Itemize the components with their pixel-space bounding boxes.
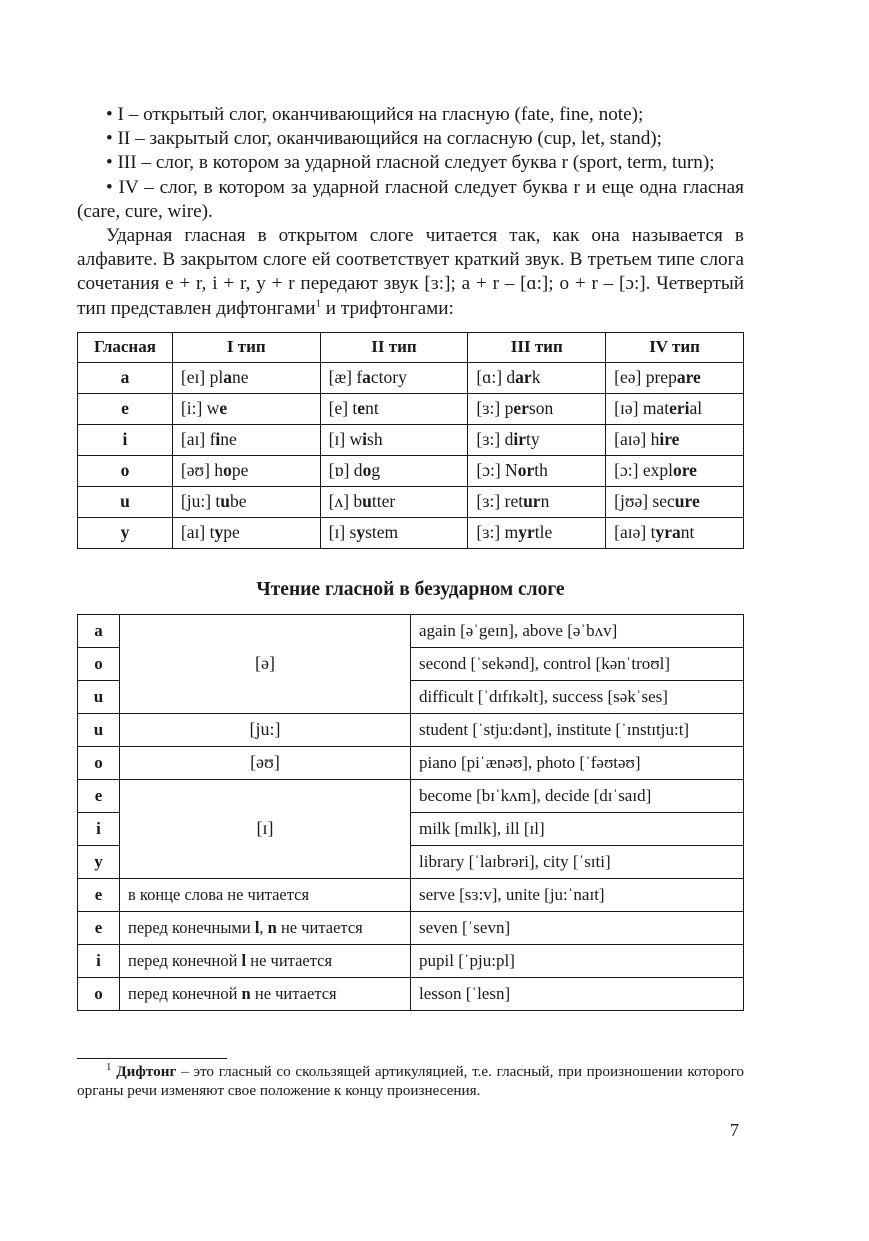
example-cell: difficult [ˈdɪfɪkəlt], success [səkˈses] bbox=[411, 680, 744, 713]
rule-text: [ɪ] bbox=[256, 818, 274, 839]
example-letters: i bbox=[362, 429, 368, 450]
rule-text: перед конечной bbox=[128, 983, 242, 1003]
vowel-cell: i bbox=[78, 944, 120, 977]
vowel-cell: u bbox=[78, 486, 173, 517]
vowel-cell: a bbox=[78, 362, 173, 393]
example-prefix: [eə] prep bbox=[614, 367, 677, 388]
example-cell: become [bɪˈkʌm], decide [dɪˈsaɪd] bbox=[411, 779, 744, 812]
table-row bbox=[78, 746, 744, 779]
example-letters: yra bbox=[655, 522, 681, 543]
example-cell: again [əˈgeɪn], above [əˈbʌv] bbox=[411, 614, 744, 647]
table-row bbox=[78, 455, 744, 486]
example-suffix: pe bbox=[231, 460, 249, 481]
footnote-number: 1 bbox=[106, 1060, 112, 1073]
example-cell: lesson [ˈlesn] bbox=[411, 977, 744, 1010]
example-cell bbox=[172, 393, 320, 424]
example-letters: yr bbox=[518, 522, 535, 543]
example-cell bbox=[468, 362, 606, 393]
vowel-cell: e bbox=[78, 779, 120, 812]
example-cell bbox=[172, 455, 320, 486]
rule-letter: l bbox=[241, 950, 247, 970]
table-header-cell: Гласная bbox=[78, 332, 173, 362]
example-prefix: [ɪə] mat bbox=[614, 398, 670, 419]
vowel-cell: y bbox=[78, 517, 173, 548]
example-suffix: ty bbox=[526, 429, 540, 450]
example-letters: y bbox=[356, 522, 366, 543]
page-content bbox=[77, 103, 744, 1011]
table-row bbox=[78, 393, 744, 424]
bullet-item: • III – слог, в котором за ударной гласной следует буква r (sport, term, turn); bbox=[106, 152, 715, 174]
vowel-cell: o bbox=[78, 977, 120, 1010]
example-letters: ire bbox=[659, 429, 680, 450]
example-suffix: g bbox=[371, 460, 381, 481]
example-cell bbox=[172, 362, 320, 393]
unstressed-heading: Чтение гласной в безударном слоге bbox=[256, 578, 565, 600]
rule-text: [ju:] bbox=[249, 719, 281, 740]
vowel-cell: e bbox=[78, 878, 120, 911]
vowel-cell: o bbox=[78, 746, 120, 779]
example-cell bbox=[468, 393, 606, 424]
example-cell bbox=[606, 517, 744, 548]
rule-text: [əʊ] bbox=[250, 752, 280, 773]
table-row bbox=[78, 614, 744, 647]
rule-text: [ə] bbox=[255, 653, 275, 674]
example-prefix: [ɪ] s bbox=[328, 522, 357, 543]
reading-cell bbox=[120, 746, 411, 779]
bullet-item: • IV – слог, в котором за ударной гласной следует буква r и еще одна гласная (care, cure, wire). bbox=[77, 176, 744, 222]
syllable-bullets bbox=[77, 103, 744, 224]
table-header-row bbox=[78, 332, 744, 362]
example-prefix: [ɔ:] N bbox=[476, 460, 518, 481]
example-letters: ar bbox=[515, 367, 532, 388]
example-suffix: th bbox=[534, 460, 548, 481]
example-letters: u bbox=[362, 491, 372, 512]
example-cell bbox=[468, 486, 606, 517]
example-letters: ure bbox=[674, 491, 700, 512]
rule-text: не читается bbox=[250, 983, 337, 1003]
reading-cell bbox=[120, 779, 411, 878]
example-prefix: [aɪə] t bbox=[614, 522, 656, 543]
example-suffix: n bbox=[540, 491, 550, 512]
example-suffix: nt bbox=[680, 522, 695, 543]
example-cell bbox=[606, 486, 744, 517]
example-prefix: [æ] f bbox=[328, 367, 363, 388]
example-prefix: [ɒ] d bbox=[328, 460, 363, 481]
example-cell bbox=[172, 517, 320, 548]
reading-cell bbox=[120, 944, 411, 977]
example-suffix: ne bbox=[231, 367, 249, 388]
vowel-cell: i bbox=[78, 812, 120, 845]
example-cell: second [ˈsekənd], control [kənˈtroʊl] bbox=[411, 647, 744, 680]
footnote bbox=[77, 1062, 744, 1100]
reading-cell bbox=[120, 713, 411, 746]
table-header-cell: IV тип bbox=[606, 332, 744, 362]
example-prefix: [ɜ:] m bbox=[476, 522, 519, 543]
example-letters: ore bbox=[672, 460, 697, 481]
example-cell: milk [mɪlk], ill [ɪl] bbox=[411, 812, 744, 845]
vowel-cell: y bbox=[78, 845, 120, 878]
example-letters: a bbox=[223, 367, 232, 388]
example-suffix: pe bbox=[223, 522, 240, 543]
rule-letter: l bbox=[254, 917, 260, 937]
example-suffix: tter bbox=[371, 491, 396, 512]
vowel-cell: o bbox=[78, 647, 120, 680]
table-row bbox=[78, 911, 744, 944]
vowel-cell: u bbox=[78, 713, 120, 746]
example-prefix: [ɪ] w bbox=[328, 429, 363, 450]
example-letters: are bbox=[676, 367, 701, 388]
example-suffix: be bbox=[230, 491, 247, 512]
example-cell bbox=[320, 455, 468, 486]
example-prefix: [aɪ] t bbox=[180, 522, 215, 543]
example-prefix: [ɔ:] expl bbox=[614, 460, 673, 481]
rule-text: не читается bbox=[246, 950, 333, 970]
table-row bbox=[78, 779, 744, 812]
example-letters: or bbox=[517, 460, 535, 481]
example-letters: e bbox=[357, 398, 366, 419]
example-cell: seven [ˈsevn] bbox=[411, 911, 744, 944]
reading-cell bbox=[120, 878, 411, 911]
example-cell bbox=[320, 486, 468, 517]
example-cell bbox=[468, 517, 606, 548]
unstressed-vowel-table bbox=[77, 614, 744, 1011]
example-prefix: [e] t bbox=[328, 398, 358, 419]
example-prefix: [ɑ:] d bbox=[476, 367, 516, 388]
example-suffix: al bbox=[689, 398, 703, 419]
example-prefix: [ʌ] b bbox=[328, 491, 363, 512]
rule-text: в конце слова не читается bbox=[128, 884, 310, 904]
example-letters: a bbox=[362, 367, 371, 388]
table-row bbox=[78, 486, 744, 517]
vowel-cell: o bbox=[78, 455, 173, 486]
intro-paragraph bbox=[77, 224, 744, 321]
example-suffix: stem bbox=[365, 522, 399, 543]
table-row bbox=[78, 424, 744, 455]
rule-text: перед конечными bbox=[128, 917, 255, 937]
reading-cell bbox=[120, 977, 411, 1010]
table-row bbox=[78, 944, 744, 977]
example-prefix: [ju:] t bbox=[180, 491, 221, 512]
example-prefix: [aɪə] h bbox=[614, 429, 660, 450]
table-row bbox=[78, 362, 744, 393]
example-cell bbox=[320, 517, 468, 548]
example-cell bbox=[468, 424, 606, 455]
table-row bbox=[78, 977, 744, 1010]
example-cell bbox=[468, 455, 606, 486]
table-row bbox=[78, 713, 744, 746]
example-letters: e bbox=[219, 398, 228, 419]
example-suffix: ctory bbox=[370, 367, 407, 388]
example-prefix: [aɪ] f bbox=[180, 429, 216, 450]
example-prefix: [i:] w bbox=[180, 398, 220, 419]
example-cell: piano [piˈænəʊ], photo [ˈfəʊtəʊ] bbox=[411, 746, 744, 779]
example-cell: student [ˈstju:dənt], institute [ˈɪnstɪtju:t] bbox=[411, 713, 744, 746]
table-header-cell: I тип bbox=[172, 332, 320, 362]
example-prefix: [ɜ:] d bbox=[476, 429, 514, 450]
example-suffix: son bbox=[528, 398, 554, 419]
example-letters: ur bbox=[523, 491, 541, 512]
bullet-item: • II – закрытый слог, оканчивающийся на согласную (cup, let, stand); bbox=[106, 128, 663, 150]
rule-letter: n bbox=[241, 983, 251, 1003]
example-cell bbox=[172, 486, 320, 517]
example-letters: o bbox=[362, 460, 372, 481]
example-prefix: [ɜ:] ret bbox=[476, 491, 524, 512]
example-prefix: [eɪ] pl bbox=[180, 367, 224, 388]
example-cell bbox=[172, 424, 320, 455]
example-suffix: tle bbox=[534, 522, 553, 543]
example-letters: ir bbox=[513, 429, 527, 450]
vowel-cell: e bbox=[78, 393, 173, 424]
example-cell bbox=[606, 424, 744, 455]
example-cell bbox=[320, 362, 468, 393]
example-suffix: sh bbox=[367, 429, 383, 450]
intro-paragraph-text: Ударная гласная в открытом слоге читается так, как она называется в алфавите. В закрытом слоге ей соответствует краткий звук. В третьем типе слога сочетания e + r, i + r, y + r передают звук [ɜ:]; a + r – [ɑ:]; o + r – [ɔ:]. Четвертый тип представлен дифтонгами bbox=[77, 225, 744, 319]
footnote-divider bbox=[77, 1058, 227, 1059]
rule-text: , bbox=[259, 917, 268, 937]
rule-text: не читается bbox=[276, 917, 363, 937]
reading-cell bbox=[120, 614, 411, 713]
table-header-cell: III тип bbox=[468, 332, 606, 362]
page-number: 7 bbox=[730, 1120, 739, 1140]
vowel-cell: a bbox=[78, 614, 120, 647]
stressed-vowel-table bbox=[77, 332, 744, 549]
example-letters: y bbox=[214, 522, 224, 543]
footnote-term: Дифтонг bbox=[116, 1063, 177, 1080]
example-cell bbox=[606, 362, 744, 393]
example-letters: er bbox=[513, 398, 529, 419]
reading-cell bbox=[120, 911, 411, 944]
example-prefix: [əʊ] h bbox=[180, 460, 224, 481]
rule-text: перед конечной bbox=[128, 950, 242, 970]
vowel-cell: i bbox=[78, 424, 173, 455]
example-letters: u bbox=[220, 491, 231, 512]
example-suffix: k bbox=[531, 367, 541, 388]
vowel-cell: u bbox=[78, 680, 120, 713]
example-cell bbox=[320, 393, 468, 424]
example-letters: i bbox=[215, 429, 221, 450]
table-row bbox=[78, 517, 744, 548]
intro-paragraph-tail: и трифтонгами: bbox=[320, 297, 454, 319]
vowel-cell: e bbox=[78, 911, 120, 944]
example-suffix: ne bbox=[220, 429, 237, 450]
example-cell bbox=[606, 393, 744, 424]
example-cell: library [ˈlaɪbrəri], city [ˈsɪti] bbox=[411, 845, 744, 878]
footnote-text: – это гласный со скользящей артикуляцией, т.е. гласный, при произношении которого органы речи изменяют свое положение к концу произнесения. bbox=[77, 1063, 745, 1099]
example-prefix: [ɜ:] p bbox=[476, 398, 514, 419]
footnote-ref: 1 bbox=[315, 297, 321, 310]
example-cell: pupil [ˈpju:pl] bbox=[411, 944, 744, 977]
example-letters: eri bbox=[669, 398, 690, 419]
example-suffix: nt bbox=[365, 398, 379, 419]
example-cell: serve [sɜ:v], unite [ju:ˈnaɪt] bbox=[411, 878, 744, 911]
table-header-cell: II тип bbox=[320, 332, 468, 362]
example-prefix: [jʊə] sec bbox=[614, 491, 675, 512]
example-letters: o bbox=[223, 460, 232, 481]
rule-letter: n bbox=[267, 917, 277, 937]
bullet-item: • I – открытый слог, оканчивающийся на гласную (fate, fine, note); bbox=[106, 104, 644, 125]
table-row bbox=[78, 878, 744, 911]
example-cell bbox=[606, 455, 744, 486]
example-cell bbox=[320, 424, 468, 455]
